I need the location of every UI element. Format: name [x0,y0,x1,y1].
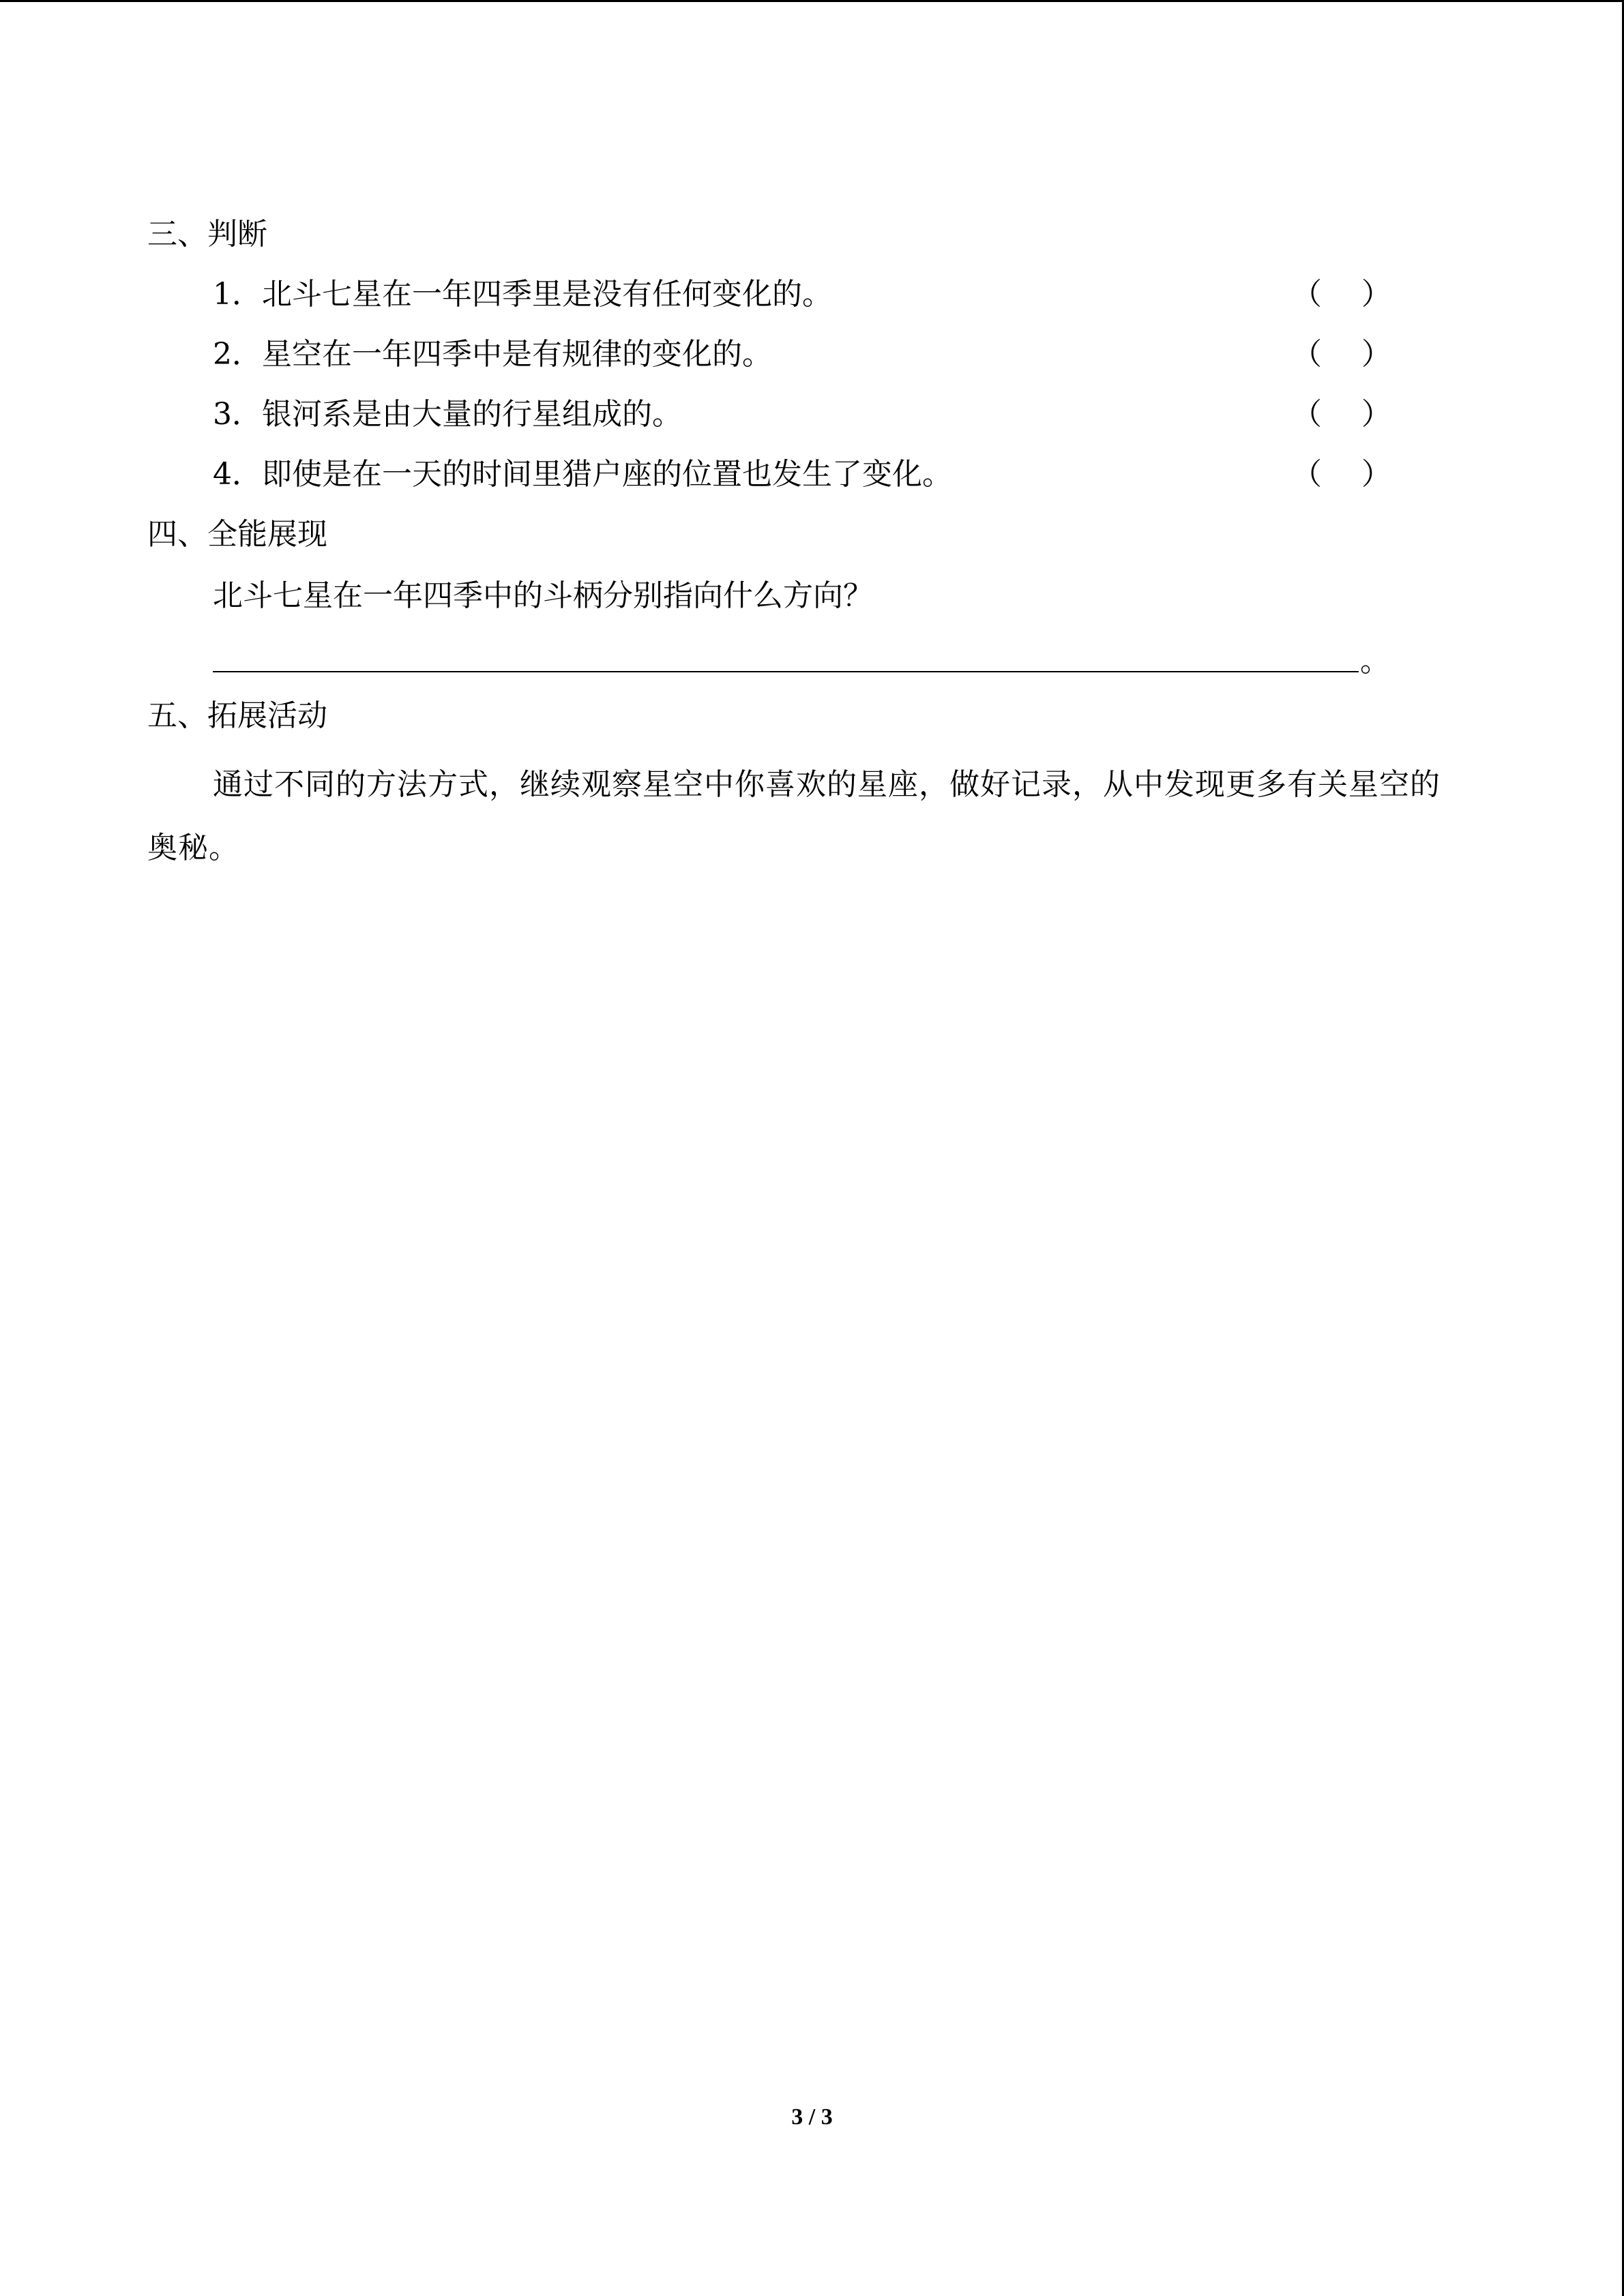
section-4-heading: 四、全能展现 [147,517,327,552]
answer-paren-3[interactable] [1292,394,1391,435]
paren-close: ） [1361,397,1391,432]
page-top-border [0,0,1624,2]
answer-paren-1[interactable] [1292,274,1391,315]
judgment-item-2: 2．星空在一年四季中是有规律的变化的。 [213,337,772,372]
page-number: 3 / 3 [791,2104,833,2130]
paren-open: （ [1292,457,1322,492]
paren-open: （ [1292,337,1322,372]
judgment-item-3: 3．银河系是由大量的行星组成的。 [213,397,682,432]
paren-open: （ [1292,397,1322,432]
paren-close: ） [1361,457,1391,492]
section-3-heading: 三、判断 [147,217,267,252]
paren-open: （ [1292,277,1322,312]
judgment-item-4: 4．即使是在一天的时间里猎户座的位置也发生了变化。 [213,457,952,492]
judgment-item-1: 1．北斗七星在一年四季里是没有任何变化的。 [213,277,832,312]
paren-close: ） [1361,337,1391,372]
section-5-paragraph: 通过不同的方法方式，继续观察星空中你喜欢的星座，做好记录，从中发现更多有关星空的奥秘。 [147,767,1441,865]
section-4-question: 北斗七星在一年四季中的斗柄分别指向什么方向？ [213,578,873,613]
section-5-heading: 五、拓展活动 [147,698,327,733]
answer-paren-2[interactable] [1292,334,1391,375]
answer-end-mark: 。 [1360,644,1390,679]
paren-close: ） [1361,277,1391,312]
answer-paren-4[interactable] [1292,454,1391,495]
answer-blank-line[interactable] [213,671,1359,672]
